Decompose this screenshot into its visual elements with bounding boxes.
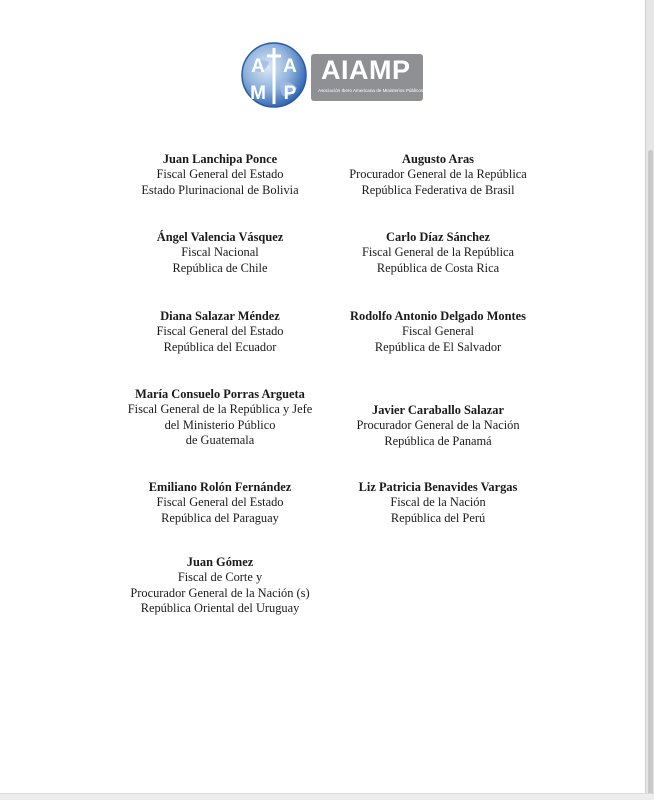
signatory-name: Juan Lanchipa Ponce [162,152,278,166]
signatory-country: República de El Salvador [374,339,502,354]
signatory-country: República del Paraguay [161,510,279,525]
signatory-entry [328,480,548,526]
signatory-country: República Oriental del Uruguay [140,601,300,616]
signatory-entry [328,152,548,198]
signatory-name: Javier Caraballo Salazar [372,403,504,417]
globe-emblem-icon [241,42,307,108]
signatory-country: República del Perú [390,510,486,525]
signatory-title: Fiscal de Corte y [177,570,263,585]
emblem-letter: M [250,83,266,104]
signatory-entry [112,480,328,526]
signatory-title: Procurador General de la República [349,167,527,182]
signatory-title: Fiscal General de la República y Jefe [127,402,313,417]
signatory-entry [112,555,328,617]
aiamp-logo [241,42,427,108]
emblem-letter: A [283,56,297,77]
scrollbar-thumb[interactable] [648,150,653,800]
signatory-name: Juan Gómez [186,555,254,569]
signatory-entry [328,230,548,276]
signatory-name: María Consuelo Porras Argueta [135,387,305,401]
signatory-entry [328,403,548,449]
signatory-name: Liz Patricia Benavides Vargas [358,480,518,494]
page-bottom-edge [0,793,654,800]
signatory-country: de Guatemala [185,433,255,448]
signatory-entry [112,309,328,355]
signatory-title: Fiscal Nacional [181,245,259,260]
signatory-title: del Ministerio Público [164,417,276,432]
logo-name: AIAMP [321,55,411,85]
signatory-country: República de Panamá [384,433,492,448]
signatory-name: Diana Salazar Méndez [160,309,280,323]
signatory-title: Fiscal General [402,324,474,339]
signatory-country: República Federativa de Brasil [361,182,515,197]
page-edge [645,0,654,800]
signatory-country: República de Costa Rica [376,260,500,275]
signatory-country: República del Ecuador [163,339,277,354]
signatory-title: Procurador General de la Nación [356,418,520,433]
signatory-title: Fiscal General del Estado [156,167,284,182]
emblem-letter: A [251,56,265,77]
signatory-name: Emiliano Rolón Fernández [148,480,292,494]
signatory-title: Fiscal General del Estado [156,324,284,339]
signatory-entry [112,387,328,449]
signatory-title: Procurador General de la Nación (s) [130,585,310,600]
signatory-name: Rodolfo Antonio Delgado Montes [350,309,526,323]
signatory-title: Fiscal General de la República [361,245,515,260]
signatory-entry [112,152,328,198]
signatory-entry [328,309,548,355]
emblem-letter: P [283,83,297,104]
signatory-country: Estado Plurinacional de Bolivia [141,182,299,197]
signatory-entry [112,230,328,276]
signatory-name: Augusto Aras [402,152,474,166]
signatory-title: Fiscal de la Nación [390,495,486,510]
signatory-name: Carlo Díaz Sánchez [386,230,490,244]
signatory-name: Ángel Valencia Vásquez [156,230,284,244]
signatory-title: Fiscal General del Estado [156,495,284,510]
signatory-country: República de Chile [172,260,268,275]
logo-tagline: Asociación Ibero Americana de Ministerios Públicos [318,88,424,93]
